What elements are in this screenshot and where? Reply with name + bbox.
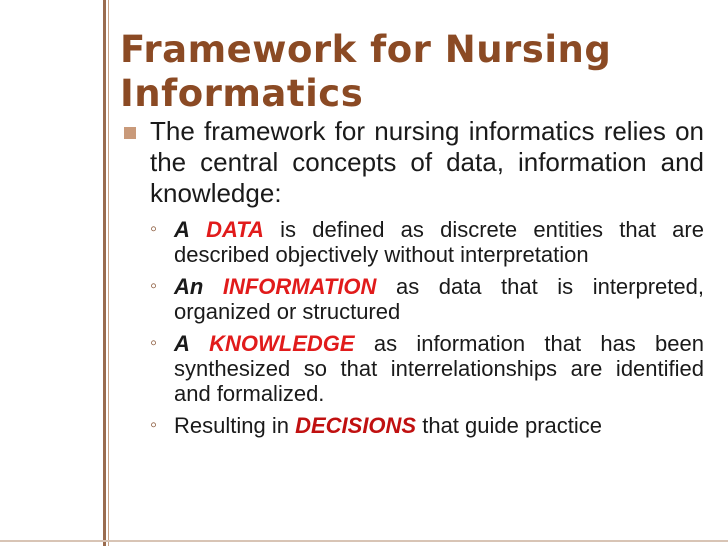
sub-text: as data that is interpreted, organized or structured [174, 274, 704, 324]
main-bullet-text: The framework for nursing informatics relies on the central concepts of data, information and knowledge: [150, 116, 704, 208]
sub-bullet-list [120, 217, 704, 438]
square-bullet-icon [124, 127, 136, 139]
circle-bullet-icon: ◦ [150, 218, 158, 240]
sub-text: is defined as discrete entities that are described objectively without interpretation [174, 217, 704, 267]
sub-bullet-knowledge [150, 331, 704, 406]
sub-lead: A [174, 331, 190, 356]
left-accent-line [103, 0, 106, 546]
sub-text: that guide practice [416, 413, 603, 438]
main-bullet [120, 116, 704, 209]
left-accent-line-thin [108, 0, 109, 546]
sub-lead: An [174, 274, 204, 299]
sub-pre-text: Resulting in [174, 413, 296, 438]
keyword-decisions: DECISIONS [295, 413, 417, 438]
sub-bullet-data [150, 217, 704, 267]
sub-bullet-information [150, 274, 704, 324]
title-line-2: Informatics [120, 72, 364, 115]
keyword-data: DATA [206, 217, 264, 242]
title-line-1: Framework for Nursing [120, 28, 612, 71]
sub-text: as information that has been synthesized so that interrelationships are identified and formalized. [174, 331, 704, 406]
sub-bullet-decisions [150, 413, 704, 438]
circle-bullet-icon: ◦ [150, 332, 158, 354]
slide-title [120, 28, 710, 116]
circle-bullet-icon: ◦ [150, 275, 158, 297]
bottom-rule [0, 540, 728, 542]
sub-lead: A [174, 217, 190, 242]
slide-content [120, 116, 704, 445]
keyword-knowledge: KNOWLEDGE [209, 331, 355, 356]
keyword-information: INFORMATION [222, 274, 377, 299]
circle-bullet-icon: ◦ [150, 414, 158, 436]
